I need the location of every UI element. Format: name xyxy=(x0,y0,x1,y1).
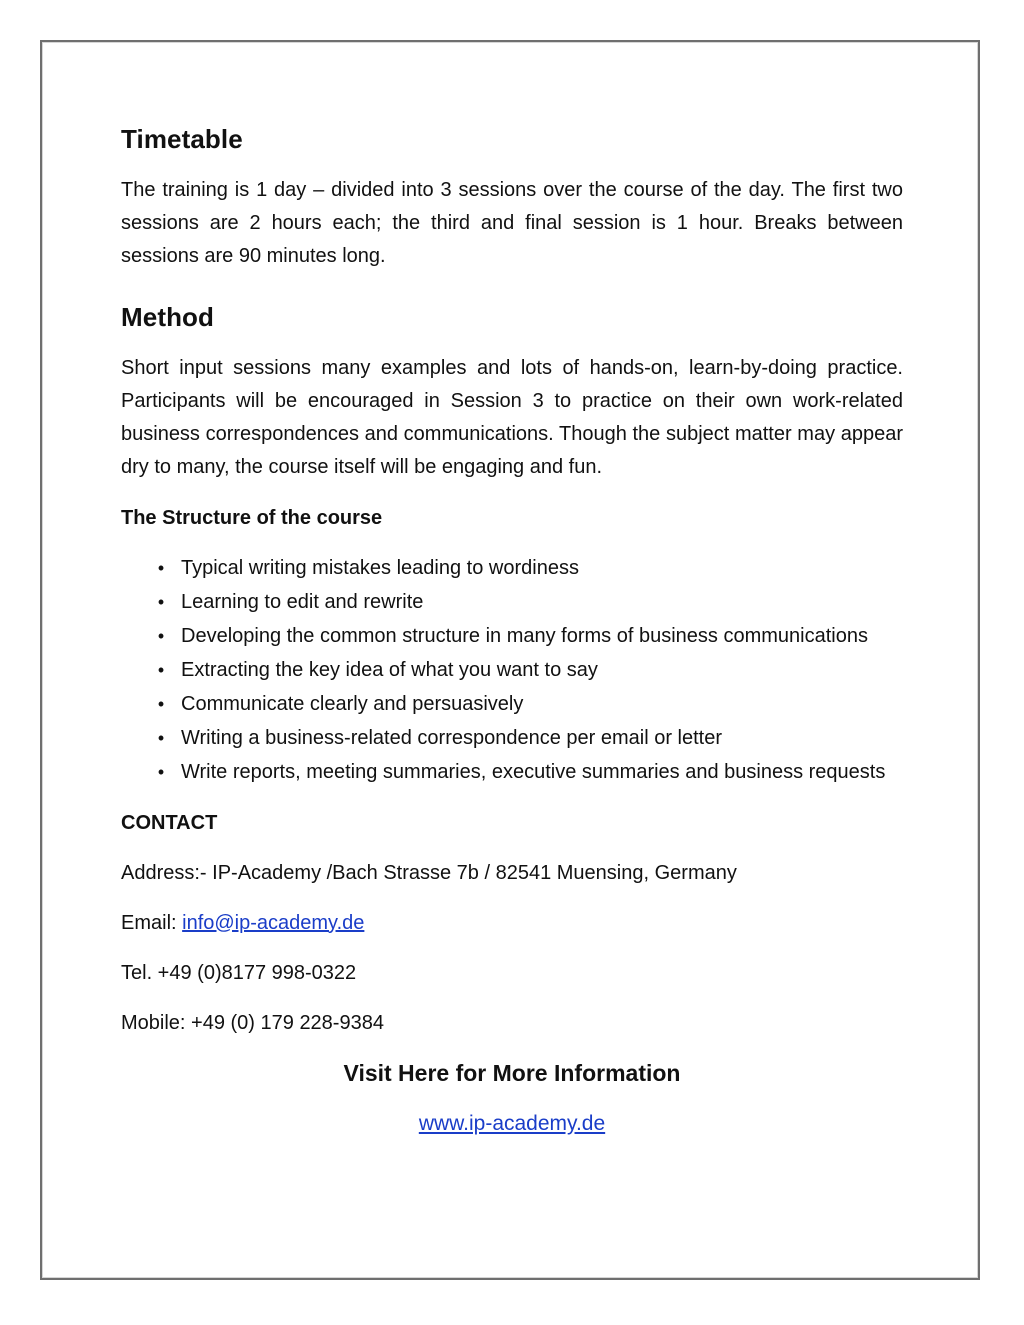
visit-heading: Visit Here for More Information xyxy=(343,1059,681,1086)
bullet-icon: • xyxy=(157,762,165,782)
course-list-item-text: Learning to edit and rewrite xyxy=(181,591,424,613)
bullet-icon: • xyxy=(157,558,165,578)
contact-telephone: Tel. +49 (0)8177 998-0322 xyxy=(121,961,357,984)
bullet-icon: • xyxy=(157,694,165,714)
course-list-item xyxy=(152,620,903,654)
course-structure-list xyxy=(152,552,903,790)
email-label: Email: xyxy=(121,911,183,934)
contact-mobile: Mobile: +49 (0) 179 228-9384 xyxy=(121,1011,384,1034)
course-list-item-text: Developing the common structure in many forms of business communications xyxy=(181,625,868,647)
course-list-item-text: Write reports, meeting summaries, executive summaries and business requests xyxy=(181,761,886,783)
timetable-heading: Timetable xyxy=(121,124,243,154)
document-content xyxy=(121,118,903,1140)
bullet-icon: • xyxy=(157,592,165,612)
course-list-item-text: Typical writing mistakes leading to wordiness xyxy=(181,557,579,579)
course-list-item-text: Communicate clearly and persuasively xyxy=(181,693,524,715)
course-structure-heading: The Structure of the course xyxy=(121,507,383,529)
bullet-icon: • xyxy=(157,626,165,646)
method-paragraph: Short input sessions many examples and lots of hands-on, learn-by-doing practice. Participants will be encouraged in Session 3 to practice on their own work-related business correspondences and communications. Though the subject matter may appear dry to many, the course itself will be engaging and fun. xyxy=(121,357,903,478)
course-list-item xyxy=(152,722,903,756)
website-line xyxy=(121,1107,903,1140)
bullet-icon: • xyxy=(157,728,165,748)
email-link[interactable]: info@ip-academy.de xyxy=(182,911,365,934)
method-section xyxy=(121,296,903,484)
contact-heading: CONTACT xyxy=(121,811,218,834)
website-link[interactable]: www.ip-academy.de xyxy=(418,1111,606,1135)
contact-email-line xyxy=(121,907,903,940)
contact-address: Address:- IP-Academy /Bach Strasse 7b / 82541 Muensing, Germany xyxy=(121,861,737,884)
contact-section xyxy=(121,807,903,1040)
course-list-item xyxy=(152,756,903,790)
timetable-section xyxy=(121,118,903,273)
course-list-item xyxy=(152,552,903,586)
course-list-item xyxy=(152,654,903,688)
course-structure-section xyxy=(121,502,903,790)
course-list-item-text: Extracting the key idea of what you want to say xyxy=(181,659,598,681)
course-list-item xyxy=(152,688,903,722)
course-list-item xyxy=(152,586,903,620)
timetable-paragraph: The training is 1 day – divided into 3 sessions over the course of the day. The first two sessions are 2 hours each; the third and final session is 1 hour. Breaks between sessions are 90 minutes long. xyxy=(121,179,903,267)
method-heading: Method xyxy=(121,302,215,332)
bullet-icon: • xyxy=(157,660,165,680)
course-list-item-text: Writing a business-related correspondence per email or letter xyxy=(181,727,723,749)
more-info-section xyxy=(121,1057,903,1140)
